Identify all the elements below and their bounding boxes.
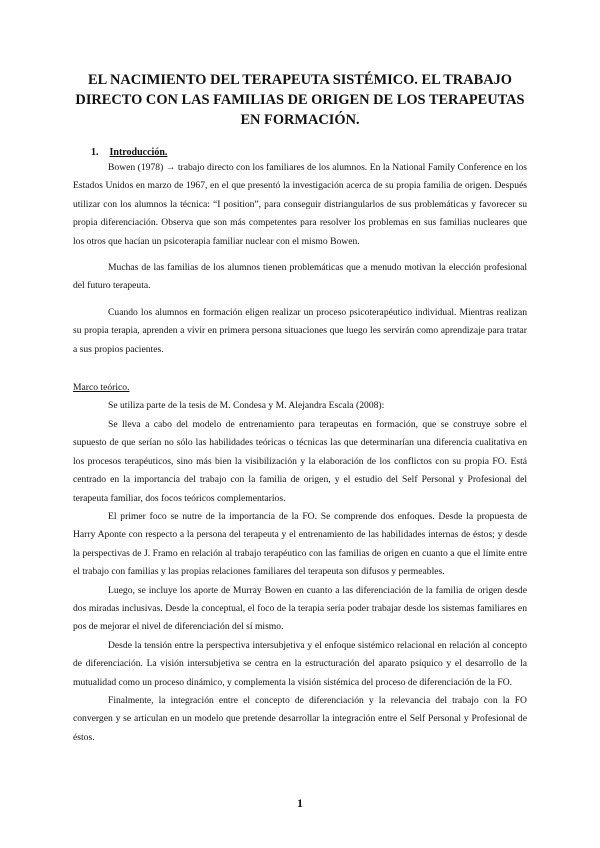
marco-paragraph: Finalmente, la integración entre el concepto de diferenciación y la relevancia del trabajo con la FO convergen y se articulan en un modelo que pretende desarrollar la integración entre el Self Personal y Profesional de éstos. xyxy=(73,694,527,743)
document-title: EL NACIMIENTO DEL TERAPEUTA SISTÉMICO. EL TRABAJO DIRECTO CON LAS FAMILIAS DE ORIGEN DE LOS TERAPEUTAS EN FORMACIÓN. xyxy=(75,72,525,128)
marco-paragraph: El primer foco se nutre de la importancia de la FO. Se comprende dos enfoques. Desde la propuesta de Harry Aponte con respecto a la persona del terapeuta y el entrenamiento de las habilidades internas de éstos; y desde la perspectivas de J. Framo en relación al trabajo terapéutico con las familias de origen en cuanto a que el límite entre el trabajo con familias y las propias relaciones familiares del terapeuta son difusos y permeables. xyxy=(73,510,527,578)
marco-paragraph: Se lleva a cabo del modelo de entrenamiento para terapeutas en formación, que se construye sobre el supuesto de que serían no sólo las habilidades teóricas o técnicas las que determinarían una diferencia cualitativa en los procesos terapéuticos, sino más bien la visibilización y la elaboración de los conflictos con su propia FO. Está centrado en la importancia del trabajo con la familia de origen, y el estudio del Self Personal y Profesional del terapeuta familiar, dos focos teóricos complementarios. xyxy=(73,418,527,504)
intro-body xyxy=(73,159,527,747)
marco-paragraph: Desde la tensión entre la perspectiva intersubjetiva y el enfoque sistémico relacional en relación al concepto de diferenciación. La visión intersubjetiva se centra en la estructuración del aparato psíquico y el desarrollo de la mutualidad como un proceso dinámico, y complementa la visión sistémica del proceso de diferenciación de la FO. xyxy=(73,639,527,688)
section-number: 1. xyxy=(91,147,99,158)
marco-paragraph: Luego, se incluye los aporte de Murray Bowen en cuanto a las diferenciación de la familia de origen desde dos miradas inclusivas. Desde la conceptual, el foco de la terapia sería poder trabajar desde los sistemas familiares en pos de mejorar el nivel de diferenciación del sí mismo. xyxy=(73,584,527,633)
page-number: 1 xyxy=(297,796,303,810)
marco-teorico-heading: Marco teórico. xyxy=(73,382,130,394)
intro-paragraph: Muchas de las familias de los alumnos tienen problemáticas que a menudo motivan la elección profesional del futuro terapeuta. xyxy=(73,262,527,292)
intro-paragraph: Cuando los alumnos en formación eligen realizar un proceso psicoterapéutico individual. Mientras realizan su propia terapia, aprenden a vivir en primera persona situaciones que luego les servirán como aprendizaje para tratar a sus propios pacientes. xyxy=(73,306,527,355)
section-title: Introducción. xyxy=(109,147,168,158)
marco-paragraph: Se utiliza parte de la tesis de M. Condesa y M. Alejandra Escala (2008): xyxy=(108,400,385,412)
section-heading xyxy=(91,147,167,158)
intro-paragraph: Bowen (1978) → trabajo directo con los familiares de los alumnos. En la National Family Conference en los Estados Unidos en marzo de 1967, en el que presentó la investigación acerca de su propia familia de origen. Después utilizar con los alumnos la técnica: “I position”, para conseguir distriangularlos de sus problemáticas y favorecer su propia diferenciación. Observa que son más competentes para resolver los problemas en sus familias nucleares que los otros que hacían un psicoterapia familiar nuclear con el mismo Bowen. xyxy=(73,162,527,247)
